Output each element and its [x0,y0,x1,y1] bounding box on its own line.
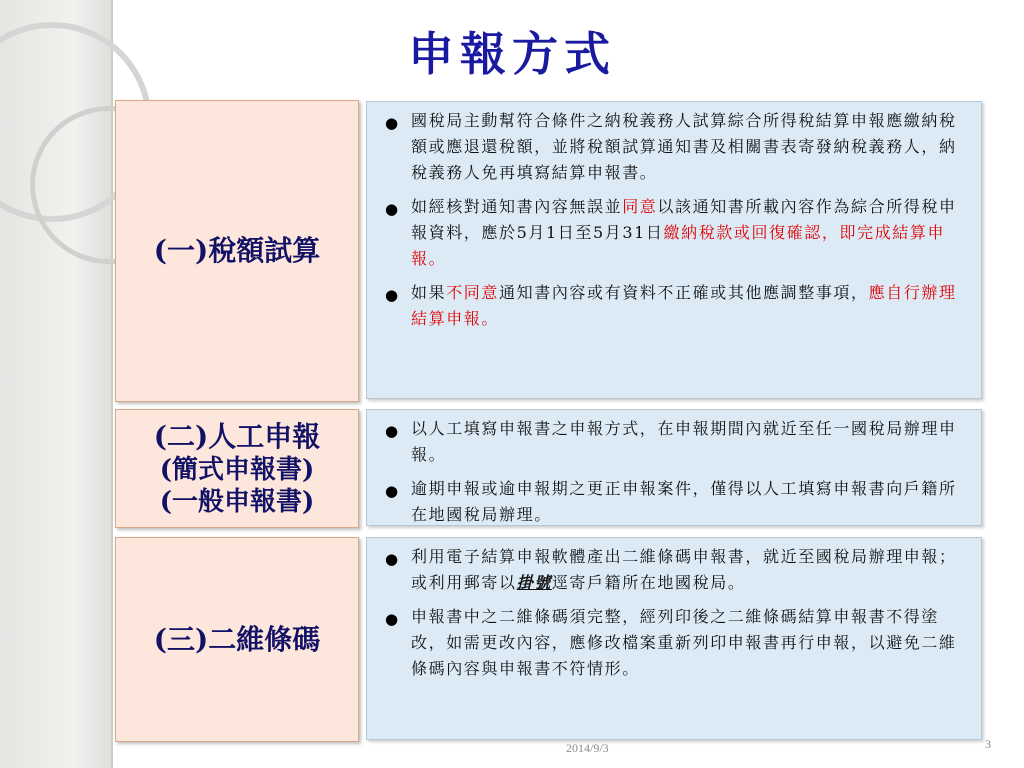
bullet-text: 。 [481,309,500,328]
bullet-text: 以人工填寫申報書之申報方式，在申報期間內就近至任一國稅局辦理申報。 [411,419,957,464]
slide-title: 申報方式 [408,27,616,81]
bullet-dot-icon: ● [385,482,400,500]
section-label-box-2 [115,409,359,528]
bullet-text: 通知書內容或有資料不正確或其他應調整事項， [499,283,869,302]
bullet-dot-icon: ● [385,286,400,304]
highlight-text: 應自行辦理結算申報 [411,283,957,328]
highlight-text: 同意 [622,197,658,216]
bullet-text: 逕寄戶籍所在地國稅局。 [551,573,746,592]
bullet-text: 利用電子結算申報軟體產出二維條碼申報書，就近至國稅局辦理申報；或利用郵寄以 [411,547,957,592]
bullet-dot-icon: ● [385,422,400,440]
bullet-dot-icon: ● [385,550,400,568]
section-sublabel: (簡式申報書) [159,454,315,485]
section-label-3: (三)二維條碼 [153,622,321,656]
bullet-list-1 [381,108,967,332]
bullet-dot-icon: ● [385,610,400,628]
section-label-1: (一)稅額試算 [153,234,321,267]
footer-date: 2014/9/3 [566,741,609,755]
bullet-text: 以該通知書所載內容作為綜合所得稅申報資料，應於5月1日至5月31日 [411,197,957,242]
bullet-text: 國稅局主動幫符合條件之納稅義務人試算綜合所得稅結算申報應繳納稅額或應退還稅額，並將稅額試算通知書及相關書表寄發納稅義務人，納稅義務人免再填寫結算申報書。 [411,111,957,182]
bullet-list-2 [381,416,967,528]
highlight-text: 繳納稅款或回復確認，即完成結算申報 [411,223,946,268]
bullet-text: 。 [428,249,447,268]
bullet-item [381,194,967,272]
bullet-text: 如經核對通知書內容無誤並 [411,197,623,216]
section-label-box-3 [115,537,359,742]
section-content-3 [366,537,982,740]
page-number: 3 [985,737,991,751]
bullet-text: 如果 [411,283,447,302]
bullet-list-3 [381,544,967,682]
section-content-2 [366,409,982,526]
section-label-2: (二)人工申報 [153,419,321,453]
emphasis-text: 掛號 [516,573,552,592]
bullet-dot-icon: ● [385,114,400,132]
section-sublabel: (一般申報書) [159,486,315,517]
bullet-dot-icon: ● [385,200,400,218]
bullet-text: 逾期申報或逾申報期之更正申報案件，僅得以人工填寫申報書向戶籍所在地國稅局辦理。 [411,479,957,524]
bullet-item [381,604,967,682]
bullet-item [381,280,967,332]
section-content-1 [366,101,982,399]
highlight-text: 不同意 [446,283,500,302]
bullet-item [381,544,967,596]
bullet-text: 申報書中之二維條碼須完整，經列印後之二維條碼結算申報書不得塗改，如需更改內容，應修改檔案重新列印申報書再行申報，以避免二維條碼內容與申報書不符情形。 [411,607,957,678]
section-label-box-1 [115,100,359,402]
bullet-item [381,476,967,528]
bullet-item [381,108,967,186]
bullet-item [381,416,967,468]
